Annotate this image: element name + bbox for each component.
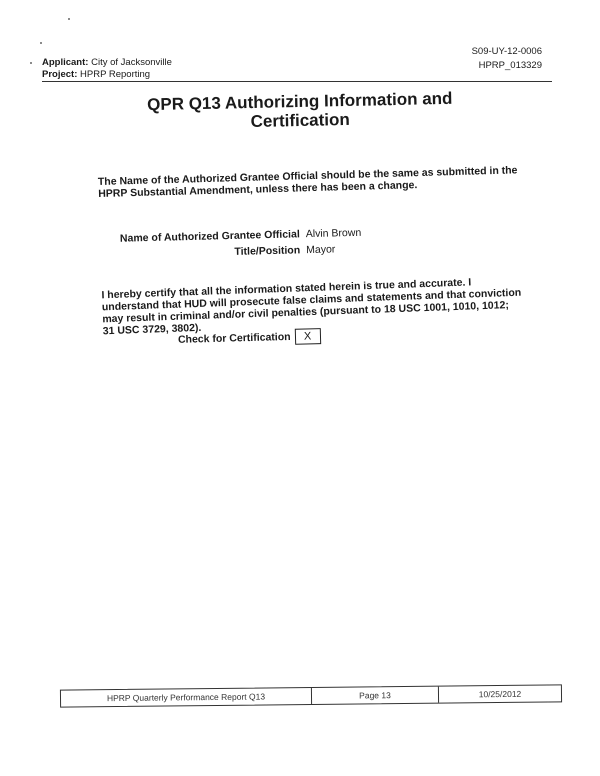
applicant-label: Applicant: xyxy=(42,57,89,68)
certification-check-label: Check for Certification xyxy=(177,330,291,346)
page-footer xyxy=(60,684,562,707)
official-name-label: Name of Authorized Grantee Official xyxy=(119,228,300,245)
official-name-value: Alvin Brown xyxy=(305,226,362,241)
document-header-left xyxy=(42,57,172,81)
footer-report-name: HPRP Quarterly Performance Report Q13 xyxy=(61,688,312,707)
page-title xyxy=(60,87,541,135)
scan-speck xyxy=(30,62,32,64)
official-info xyxy=(100,225,362,263)
project-value: HPRP Reporting xyxy=(80,69,151,80)
grant-number: S09-UY-12-0006 xyxy=(471,46,542,57)
footer-page-number: Page 13 xyxy=(312,687,439,704)
certification-checkbox[interactable]: X xyxy=(294,328,320,345)
project-line xyxy=(42,69,172,81)
report-id: HPRP_013329 xyxy=(478,60,542,71)
official-name-notice: The Name of the Authorized Grantee Official should be the same as submitted in the HPRP Substantial Amendment, unless there has been a change. xyxy=(97,164,518,200)
title-line-1: QPR Q13 Authorizing Information and xyxy=(146,88,453,115)
certification-check-row xyxy=(178,328,321,348)
applicant-value: City of Jacksonville xyxy=(91,57,172,68)
applicant-line xyxy=(42,57,172,69)
title-line-2: Certification xyxy=(250,109,350,132)
project-label: Project: xyxy=(42,69,78,80)
certification-statement: I hereby certify that all the information stated herein is true and accurate. I understand that HUD will prosecute false claims and statements and that conviction may result in criminal and/or civil penalties (pursuant to 18 USC 1001, 1010, 1012; 31 USC 3729, 3802). xyxy=(101,276,522,338)
scan-speck xyxy=(68,18,70,20)
document-header-right xyxy=(472,45,542,73)
footer-date: 10/25/2012 xyxy=(478,688,522,700)
official-title-label: Title/Position xyxy=(234,244,301,258)
official-title-value: Mayor xyxy=(306,243,336,257)
header-divider xyxy=(42,81,552,82)
scan-speck xyxy=(40,42,42,44)
